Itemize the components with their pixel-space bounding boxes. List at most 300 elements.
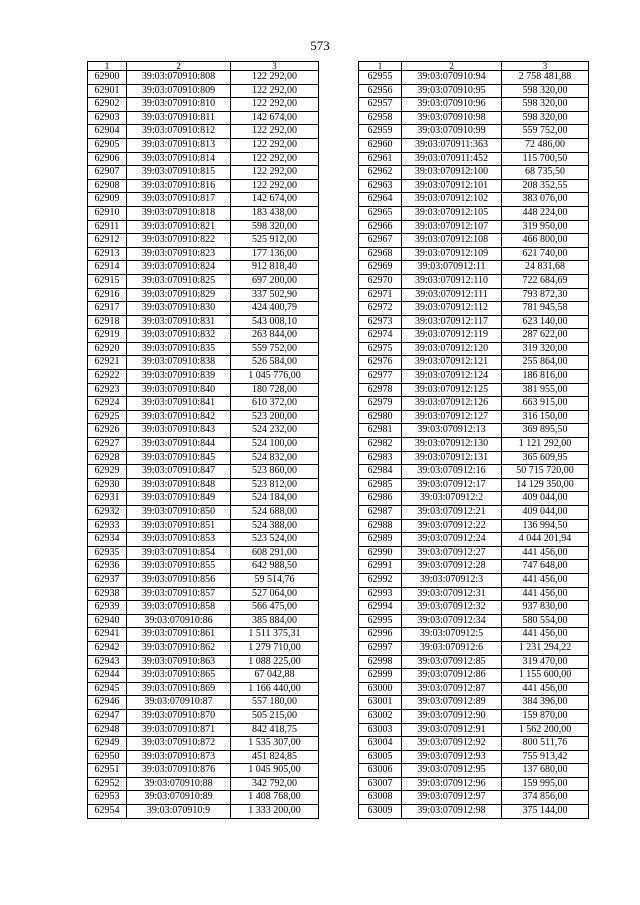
table-row [88, 465, 319, 479]
row-number: 62939 [88, 601, 127, 615]
table-row [359, 451, 589, 465]
row-number: 62925 [88, 410, 127, 424]
value: 183 438,00 [231, 206, 319, 220]
cadastral-number: 39:03:070910:853 [127, 533, 231, 547]
cadastral-number: 39:03:070910:832 [127, 329, 231, 343]
value: 369 895,50 [502, 424, 589, 438]
value: 912 818,40 [231, 261, 319, 275]
row-number: 62904 [88, 125, 127, 139]
value: 1 535 307,00 [231, 737, 319, 751]
table-row [88, 397, 319, 411]
row-number: 62978 [359, 383, 402, 397]
table-row [359, 465, 589, 479]
value: 122 292,00 [231, 138, 319, 152]
row-number: 62982 [359, 438, 402, 452]
value: 409 044,00 [502, 492, 589, 506]
table-row [359, 805, 589, 819]
row-number: 62936 [88, 560, 127, 574]
value: 374 856,00 [502, 791, 589, 805]
cadastral-number: 39:03:070910:812 [127, 125, 231, 139]
cadastral-number: 39:03:070910:857 [127, 587, 231, 601]
value: 137 680,00 [502, 764, 589, 778]
value: 598 320,00 [502, 98, 589, 112]
row-number: 62906 [88, 152, 127, 166]
value: 747 648,00 [502, 560, 589, 574]
value: 316 150,00 [502, 410, 589, 424]
row-number: 62926 [88, 424, 127, 438]
value: 1 088 225,00 [231, 655, 319, 669]
value: 451 824,85 [231, 750, 319, 764]
table-row [359, 492, 589, 506]
table-row [359, 696, 589, 710]
cadastral-number: 39:03:070910:858 [127, 601, 231, 615]
cadastral-number: 39:03:070910:824 [127, 261, 231, 275]
row-number: 62929 [88, 465, 127, 479]
cadastral-number: 39:03:070910:87 [127, 696, 231, 710]
value: 621 740,00 [502, 247, 589, 261]
cadastral-number: 39:03:070910:86 [127, 614, 231, 628]
value: 375 144,00 [502, 805, 589, 819]
row-number: 63008 [359, 791, 402, 805]
value: 263 844,00 [231, 329, 319, 343]
value: 115 700,50 [502, 152, 589, 166]
row-number: 62902 [88, 98, 127, 112]
row-number: 62987 [359, 506, 402, 520]
row-number: 62949 [88, 737, 127, 751]
left-table-body [88, 71, 319, 819]
row-number: 62976 [359, 356, 402, 370]
value: 580 554,00 [502, 614, 589, 628]
table-row [88, 478, 319, 492]
table-row [359, 315, 589, 329]
row-number: 62930 [88, 478, 127, 492]
row-number: 62952 [88, 777, 127, 791]
value: 524 232,00 [231, 424, 319, 438]
cadastral-number: 39:03:070910:865 [127, 669, 231, 683]
table-row [88, 805, 319, 819]
row-number: 62985 [359, 478, 402, 492]
table-row [88, 220, 319, 234]
table-row [359, 274, 589, 288]
cadastral-number: 39:03:070910:808 [127, 71, 231, 85]
cadastral-number: 39:03:070912:125 [402, 383, 502, 397]
cadastral-number: 39:03:070910:810 [127, 98, 231, 112]
row-number: 62913 [88, 247, 127, 261]
value: 755 913,42 [502, 750, 589, 764]
value: 523 200,00 [231, 410, 319, 424]
row-number: 62994 [359, 601, 402, 615]
cadastral-number: 39:03:070912:31 [402, 587, 502, 601]
table-row [88, 438, 319, 452]
row-number: 62915 [88, 274, 127, 288]
table-row [88, 71, 319, 85]
right-table [358, 61, 589, 819]
value: 180 728,00 [231, 383, 319, 397]
table-row [88, 573, 319, 587]
value: 122 292,00 [231, 84, 319, 98]
row-number: 62910 [88, 206, 127, 220]
table-row [88, 111, 319, 125]
row-number: 62932 [88, 506, 127, 520]
value: 1 166 440,00 [231, 682, 319, 696]
table-row [359, 397, 589, 411]
value: 441 456,00 [502, 682, 589, 696]
table-row [88, 247, 319, 261]
table-row [88, 206, 319, 220]
table-row [88, 179, 319, 193]
header-row [88, 62, 319, 71]
row-number: 62931 [88, 492, 127, 506]
table-row [88, 506, 319, 520]
value: 566 475,00 [231, 601, 319, 615]
value: 642 988,50 [231, 560, 319, 574]
row-number: 62979 [359, 397, 402, 411]
cadastral-number: 39:03:070912:96 [402, 777, 502, 791]
value: 72 486,00 [502, 138, 589, 152]
value: 441 456,00 [502, 587, 589, 601]
table-row [88, 261, 319, 275]
row-number: 62948 [88, 723, 127, 737]
cadastral-number: 39:03:070912:32 [402, 601, 502, 615]
table-row [88, 614, 319, 628]
table-row [359, 546, 589, 560]
row-number: 62996 [359, 628, 402, 642]
table-row [88, 655, 319, 669]
cadastral-number: 39:03:070910:847 [127, 465, 231, 479]
value: 598 320,00 [231, 220, 319, 234]
value: 383 076,00 [502, 193, 589, 207]
row-number: 62934 [88, 533, 127, 547]
table-row [88, 274, 319, 288]
cadastral-number: 39:03:070912:124 [402, 370, 502, 384]
table-row [359, 628, 589, 642]
table-row [88, 641, 319, 655]
cadastral-number: 39:03:070912:110 [402, 274, 502, 288]
cadastral-number: 39:03:070912:131 [402, 451, 502, 465]
table-row [359, 709, 589, 723]
value: 842 418,75 [231, 723, 319, 737]
value: 1 333 200,00 [231, 805, 319, 819]
table-row [359, 220, 589, 234]
cadastral-number: 39:03:070912:89 [402, 696, 502, 710]
value: 122 292,00 [231, 125, 319, 139]
right-table-body [359, 71, 589, 819]
value: 24 831,68 [502, 261, 589, 275]
cadastral-number: 39:03:070910:841 [127, 397, 231, 411]
cadastral-number: 39:03:070910:873 [127, 750, 231, 764]
cadastral-number: 39:03:070912:17 [402, 478, 502, 492]
row-number: 62901 [88, 84, 127, 98]
value: 559 752,00 [502, 125, 589, 139]
value: 523 524,00 [231, 533, 319, 547]
table-row [359, 111, 589, 125]
table-row [359, 791, 589, 805]
table-row [88, 696, 319, 710]
value: 524 184,00 [231, 492, 319, 506]
row-number: 62955 [359, 71, 402, 85]
cadastral-number: 39:03:070910:856 [127, 573, 231, 587]
table-row [359, 424, 589, 438]
table-row [88, 709, 319, 723]
table-row [359, 71, 589, 85]
table-row [359, 764, 589, 778]
value: 524 100,00 [231, 438, 319, 452]
cadastral-number: 39:03:070912:21 [402, 506, 502, 520]
cadastral-number: 39:03:070912:28 [402, 560, 502, 574]
cadastral-number: 39:03:070910:822 [127, 234, 231, 248]
table-row [359, 370, 589, 384]
table-row [359, 84, 589, 98]
table-row [359, 356, 589, 370]
row-number: 62983 [359, 451, 402, 465]
row-number: 62963 [359, 179, 402, 193]
cadastral-number: 39:03:070912:119 [402, 329, 502, 343]
table-row [359, 777, 589, 791]
cadastral-number: 39:03:070910:829 [127, 288, 231, 302]
row-number: 62937 [88, 573, 127, 587]
value: 1 045 905,00 [231, 764, 319, 778]
cadastral-number: 39:03:070910:848 [127, 478, 231, 492]
cadastral-number: 39:03:070910:876 [127, 764, 231, 778]
cadastral-number: 39:03:070910:9 [127, 805, 231, 819]
cadastral-number: 39:03:070912:121 [402, 356, 502, 370]
table-row [88, 410, 319, 424]
table-row [359, 573, 589, 587]
table-row [359, 329, 589, 343]
cadastral-number: 39:03:070912:100 [402, 166, 502, 180]
value: 608 291,00 [231, 546, 319, 560]
table-row [88, 342, 319, 356]
row-number: 62989 [359, 533, 402, 547]
table-row [359, 302, 589, 316]
table-row [88, 682, 319, 696]
cadastral-number: 39:03:070910:814 [127, 152, 231, 166]
cadastral-number: 39:03:070910:95 [402, 84, 502, 98]
row-number: 62916 [88, 288, 127, 302]
table-row [359, 410, 589, 424]
cadastral-number: 39:03:070912:87 [402, 682, 502, 696]
value: 1 562 200,00 [502, 723, 589, 737]
cadastral-number: 39:03:070912:6 [402, 641, 502, 655]
cadastral-number: 39:03:070912:111 [402, 288, 502, 302]
cadastral-number: 39:03:070910:854 [127, 546, 231, 560]
table-row [359, 737, 589, 751]
value: 122 292,00 [231, 98, 319, 112]
cadastral-number: 39:03:070912:86 [402, 669, 502, 683]
cadastral-number: 39:03:070910:817 [127, 193, 231, 207]
table-row [88, 370, 319, 384]
cadastral-number: 39:03:070910:872 [127, 737, 231, 751]
value: 793 872,30 [502, 288, 589, 302]
cadastral-number: 39:03:070910:821 [127, 220, 231, 234]
row-number: 62927 [88, 438, 127, 452]
table-row [359, 601, 589, 615]
table-row [88, 383, 319, 397]
table-row [359, 438, 589, 452]
table-row [88, 356, 319, 370]
value: 409 044,00 [502, 506, 589, 520]
value: 1 511 375,31 [231, 628, 319, 642]
cadastral-number: 39:03:070910:849 [127, 492, 231, 506]
value: 122 292,00 [231, 179, 319, 193]
row-number: 62914 [88, 261, 127, 275]
cadastral-number: 39:03:070910:840 [127, 383, 231, 397]
row-number: 62951 [88, 764, 127, 778]
value: 441 456,00 [502, 573, 589, 587]
table-row [359, 533, 589, 547]
left-table [87, 61, 319, 819]
row-number: 62960 [359, 138, 402, 152]
table-row [88, 424, 319, 438]
value: 441 456,00 [502, 628, 589, 642]
value: 524 388,00 [231, 519, 319, 533]
value: 1 121 292,00 [502, 438, 589, 452]
row-number: 62970 [359, 274, 402, 288]
table-row [88, 302, 319, 316]
value: 142 674,00 [231, 111, 319, 125]
value: 527 064,00 [231, 587, 319, 601]
value: 67 042,88 [231, 669, 319, 683]
cadastral-number: 39:03:070910:816 [127, 179, 231, 193]
value: 448 224,00 [502, 206, 589, 220]
table-row [88, 533, 319, 547]
table-row [359, 519, 589, 533]
value: 342 792,00 [231, 777, 319, 791]
row-number: 62938 [88, 587, 127, 601]
table-row [359, 655, 589, 669]
row-number: 62953 [88, 791, 127, 805]
row-number: 62909 [88, 193, 127, 207]
table-row [359, 560, 589, 574]
row-number: 62940 [88, 614, 127, 628]
row-number: 62928 [88, 451, 127, 465]
table-row [88, 152, 319, 166]
table-row [359, 152, 589, 166]
cadastral-number: 39:03:070912:107 [402, 220, 502, 234]
row-number: 62922 [88, 370, 127, 384]
value: 1 408 768,00 [231, 791, 319, 805]
cadastral-number: 39:03:070910:839 [127, 370, 231, 384]
row-number: 63005 [359, 750, 402, 764]
table-row [88, 234, 319, 248]
value: 800 511,76 [502, 737, 589, 751]
value: 524 688,00 [231, 506, 319, 520]
row-number: 62942 [88, 641, 127, 655]
row-number: 62972 [359, 302, 402, 316]
row-number: 62941 [88, 628, 127, 642]
value: 14 129 350,00 [502, 478, 589, 492]
value: 319 950,00 [502, 220, 589, 234]
row-number: 62990 [359, 546, 402, 560]
cadastral-number: 39:03:070912:117 [402, 315, 502, 329]
row-number: 62935 [88, 546, 127, 560]
cadastral-number: 39:03:070912:126 [402, 397, 502, 411]
cadastral-number: 39:03:070912:3 [402, 573, 502, 587]
cadastral-number: 39:03:070910:851 [127, 519, 231, 533]
header-row [359, 62, 589, 71]
table-row [88, 560, 319, 574]
cadastral-number: 39:03:070912:2 [402, 492, 502, 506]
value: 2 758 481,88 [502, 71, 589, 85]
row-number: 62966 [359, 220, 402, 234]
value: 365 609,95 [502, 451, 589, 465]
value: 177 136,00 [231, 247, 319, 261]
header-col-3: 3 [231, 62, 319, 71]
cadastral-number: 39:03:070910:811 [127, 111, 231, 125]
value: 781 945,58 [502, 302, 589, 316]
row-number: 62992 [359, 573, 402, 587]
row-number: 62920 [88, 342, 127, 356]
table-row [88, 193, 319, 207]
value: 142 674,00 [231, 193, 319, 207]
value: 4 044 201,94 [502, 533, 589, 547]
table-row [359, 682, 589, 696]
row-number: 62946 [88, 696, 127, 710]
value: 466 800,00 [502, 234, 589, 248]
table-row [88, 723, 319, 737]
cadastral-number: 39:03:070912:24 [402, 533, 502, 547]
row-number: 63002 [359, 709, 402, 723]
value: 505 215,00 [231, 709, 319, 723]
table-row [88, 546, 319, 560]
cadastral-number: 39:03:070912:97 [402, 791, 502, 805]
row-number: 62923 [88, 383, 127, 397]
value: 337 502,90 [231, 288, 319, 302]
table-row [88, 601, 319, 615]
cadastral-number: 39:03:070910:844 [127, 438, 231, 452]
table-row [359, 125, 589, 139]
cadastral-number: 39:03:070910:838 [127, 356, 231, 370]
row-number: 62919 [88, 329, 127, 343]
row-number: 63000 [359, 682, 402, 696]
table-row [359, 641, 589, 655]
header-col-1: 1 [359, 62, 402, 71]
value: 441 456,00 [502, 546, 589, 560]
row-number: 62947 [88, 709, 127, 723]
table-row [88, 777, 319, 791]
value: 122 292,00 [231, 166, 319, 180]
header-col-2: 2 [127, 62, 231, 71]
header-col-3: 3 [502, 62, 589, 71]
row-number: 62965 [359, 206, 402, 220]
cadastral-number: 39:03:070910:831 [127, 315, 231, 329]
cadastral-number: 39:03:070910:825 [127, 274, 231, 288]
cadastral-number: 39:03:070910:863 [127, 655, 231, 669]
value: 255 864,00 [502, 356, 589, 370]
cadastral-number: 39:03:070910:862 [127, 641, 231, 655]
cadastral-number: 39:03:070912:90 [402, 709, 502, 723]
cadastral-number: 39:03:070912:93 [402, 750, 502, 764]
cadastral-number: 39:03:070912:130 [402, 438, 502, 452]
cadastral-number: 39:03:070911:363 [402, 138, 502, 152]
table-row [88, 737, 319, 751]
table-row [359, 506, 589, 520]
value: 523 812,00 [231, 478, 319, 492]
row-number: 62991 [359, 560, 402, 574]
table-row [359, 478, 589, 492]
value: 159 995,00 [502, 777, 589, 791]
row-number: 62950 [88, 750, 127, 764]
table-row [359, 138, 589, 152]
cadastral-number: 39:03:070910:94 [402, 71, 502, 85]
table-row [359, 179, 589, 193]
table-row [359, 383, 589, 397]
row-number: 62999 [359, 669, 402, 683]
value: 1 155 600,00 [502, 669, 589, 683]
value: 287 622,00 [502, 329, 589, 343]
value: 381 955,00 [502, 383, 589, 397]
table-row [359, 288, 589, 302]
